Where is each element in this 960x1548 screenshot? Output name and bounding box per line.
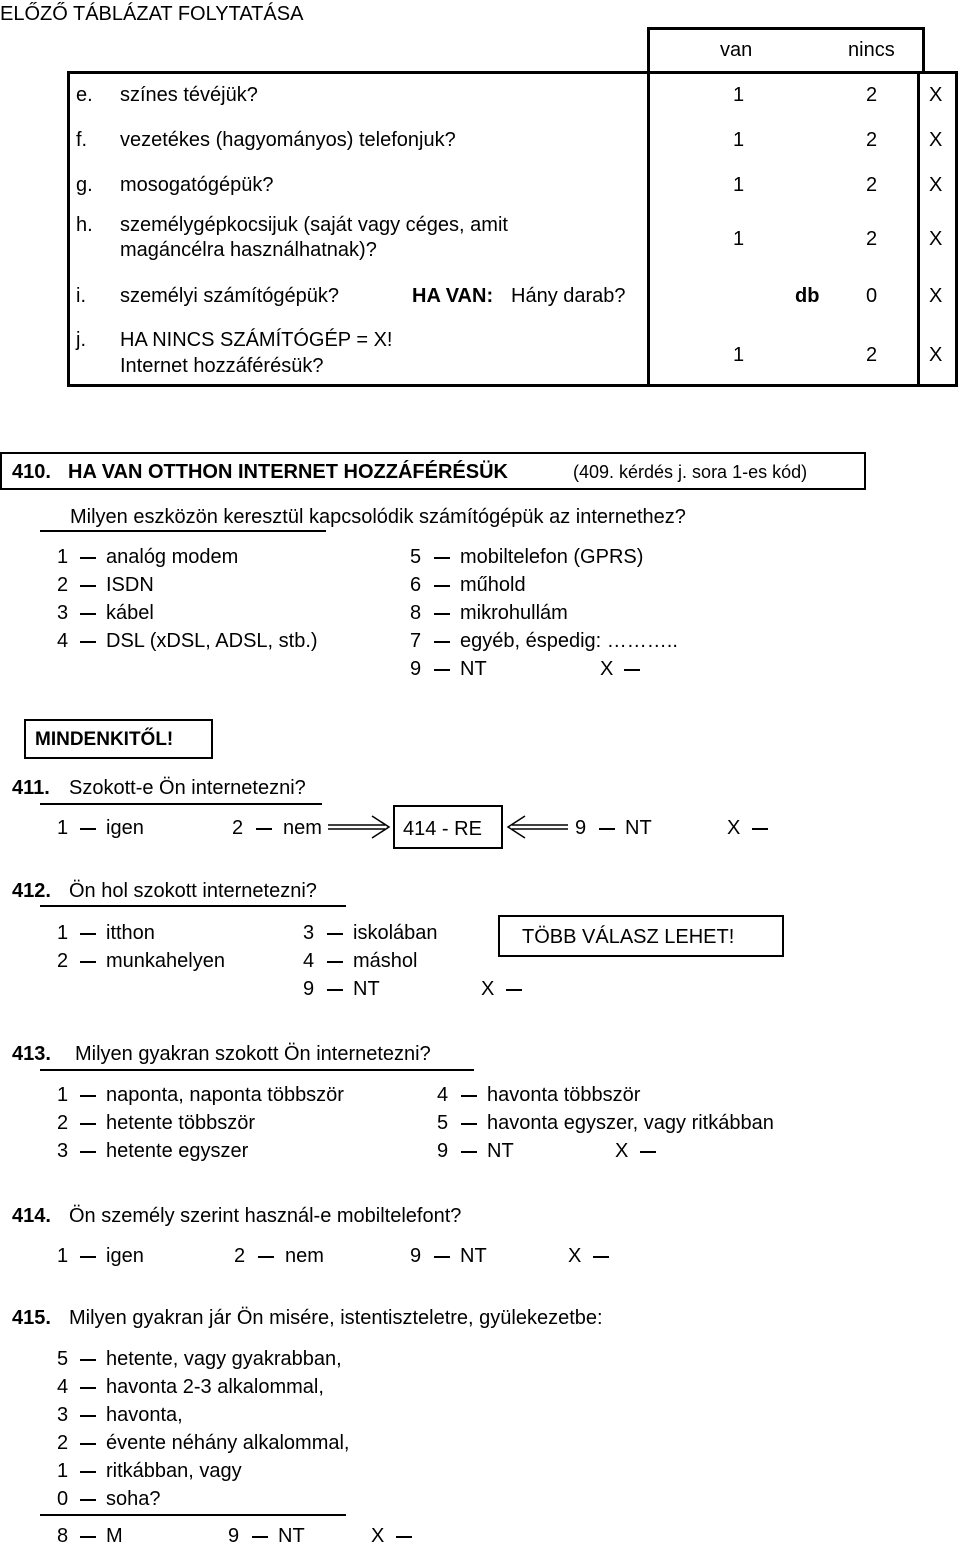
row-label: Internet hozzáférésük? xyxy=(120,355,324,377)
dash xyxy=(80,1151,96,1153)
option-label: havonta, xyxy=(106,1404,183,1426)
question-text: Ön hol szokott internetezni? xyxy=(69,880,317,902)
option-code[interactable]: 2 xyxy=(57,1112,69,1134)
dash xyxy=(461,1123,477,1125)
code-van[interactable]: 1 xyxy=(733,84,745,106)
dash xyxy=(327,961,343,963)
question-underline xyxy=(40,1069,474,1071)
option-code[interactable]: 5 xyxy=(57,1348,69,1370)
option-code[interactable]: 1 xyxy=(57,922,69,944)
code-x[interactable]: X xyxy=(600,658,614,680)
question-number: 414. xyxy=(12,1205,51,1227)
row-label-line2: magáncélra használhatnak)? xyxy=(120,239,377,261)
option-code[interactable]: 3 xyxy=(303,922,315,944)
option-label: soha? xyxy=(106,1488,161,1510)
question-text: Milyen eszközön keresztül kapcsolódik számítógépük az internethez? xyxy=(70,506,686,528)
row-letter: i. xyxy=(76,285,86,307)
code-nincs[interactable]: 0 xyxy=(866,285,878,307)
option-label: hetente egyszer xyxy=(106,1140,249,1162)
dash xyxy=(80,1415,96,1417)
code-x[interactable]: X xyxy=(568,1245,582,1267)
option-code[interactable]: 1 xyxy=(57,546,69,568)
option-label: NT xyxy=(625,817,652,839)
code-van[interactable]: 1 xyxy=(733,228,745,250)
option-code[interactable]: 6 xyxy=(410,574,422,596)
option-code[interactable]: 1 xyxy=(57,1084,69,1106)
dash xyxy=(80,1443,96,1445)
dash xyxy=(80,961,96,963)
question-number: 411. xyxy=(12,777,50,799)
question-text: Milyen gyakran jár Ön misére, istentiszteletre, gyülekezetbe: xyxy=(69,1307,603,1329)
dash xyxy=(80,1123,96,1125)
option-code[interactable]: 9 xyxy=(575,817,587,839)
code-nincs[interactable]: 2 xyxy=(866,228,878,250)
option-label: M xyxy=(106,1525,123,1547)
option-label: analóg modem xyxy=(106,546,239,568)
option-label: havonta 2-3 alkalommal, xyxy=(106,1376,324,1398)
option-code[interactable]: 2 xyxy=(232,817,244,839)
option-code[interactable]: 4 xyxy=(437,1084,449,1106)
option-label: munkahelyen xyxy=(106,950,225,972)
option-label: mobiltelefon (GPRS) xyxy=(460,546,644,568)
option-code[interactable]: 5 xyxy=(410,546,422,568)
code-x[interactable]: X xyxy=(481,978,495,1000)
dash xyxy=(461,1151,477,1153)
question-text: Milyen gyakran szokott Ön internetezni? xyxy=(75,1043,431,1065)
dash xyxy=(80,1095,96,1097)
code-van[interactable]: 1 xyxy=(733,129,745,151)
option-label: igen xyxy=(106,1245,144,1267)
question-number: 412. xyxy=(12,880,51,902)
mindenkitol-label: MINDENKITŐL! xyxy=(35,729,174,750)
option-label: nem xyxy=(285,1245,324,1267)
option-code[interactable]: 9 xyxy=(437,1140,449,1162)
code-nincs[interactable]: 2 xyxy=(866,344,878,366)
row-question: Hány darab? xyxy=(511,285,626,307)
dash xyxy=(327,989,343,991)
dash xyxy=(80,933,96,935)
dash xyxy=(80,1359,96,1361)
option-label: hetente, vagy gyakrabban, xyxy=(106,1348,342,1370)
option-code[interactable]: 3 xyxy=(57,602,69,624)
option-label: havonta többször xyxy=(487,1084,641,1106)
option-label: NT xyxy=(353,978,380,1000)
condition-text: HA VAN OTTHON INTERNET HOZZÁFÉRÉSÜK xyxy=(68,461,508,483)
question-text: Szokott-e Ön internetezni? xyxy=(69,777,306,799)
option-code[interactable]: 4 xyxy=(303,950,315,972)
option-code[interactable]: 3 xyxy=(57,1140,69,1162)
option-label: iskolában xyxy=(353,922,438,944)
option-label: kábel xyxy=(106,602,154,624)
option-label: máshol xyxy=(353,950,418,972)
col-header-nincs: nincs xyxy=(848,39,895,61)
option-label: mikrohullám xyxy=(460,602,568,624)
option-code[interactable]: 8 xyxy=(57,1525,69,1547)
dash xyxy=(80,1471,96,1473)
option-label: nem xyxy=(283,817,322,839)
row-condition: HA VAN: xyxy=(412,285,494,307)
option-label: ritkábban, vagy xyxy=(106,1460,242,1482)
continuation-title: ELŐZŐ TÁBLÁZAT FOLYTATÁSA xyxy=(0,3,304,25)
code-x[interactable]: X xyxy=(727,817,741,839)
dash xyxy=(258,1256,274,1258)
arrow-right-head xyxy=(372,816,389,838)
option-code[interactable]: 1 xyxy=(57,817,69,839)
code-nincs[interactable]: 2 xyxy=(866,174,878,196)
option-label: itthon xyxy=(106,922,155,944)
row-letter: f. xyxy=(76,129,88,151)
row-letter: j. xyxy=(76,329,86,351)
code-nincs[interactable]: 2 xyxy=(866,84,878,106)
option-code[interactable]: 7 xyxy=(410,630,422,652)
option-code[interactable]: 9 xyxy=(410,1245,422,1267)
option-label: évente néhány alkalommal, xyxy=(106,1432,350,1454)
code-x[interactable]: X xyxy=(615,1140,629,1162)
question-number: 415. xyxy=(12,1307,51,1329)
option-label: NT xyxy=(460,1245,487,1267)
option-code[interactable]: 2 xyxy=(57,950,69,972)
row-letter: h. xyxy=(76,214,93,236)
dash xyxy=(640,1151,656,1153)
skip-label: 414 - RE xyxy=(403,818,482,840)
option-label: egyéb, éspedig: ……….. xyxy=(460,630,678,652)
question-number: 413. xyxy=(12,1043,51,1065)
code-nincs[interactable]: 2 xyxy=(866,129,878,151)
option-code[interactable]: 2 xyxy=(57,1432,69,1454)
option-label: NT xyxy=(278,1525,305,1547)
code-x[interactable]: X xyxy=(371,1525,385,1547)
option-code[interactable]: 8 xyxy=(410,602,422,624)
option-code[interactable]: 5 xyxy=(437,1112,449,1134)
option-code[interactable]: 1 xyxy=(57,1245,69,1267)
code-van[interactable]: 1 xyxy=(733,174,745,196)
question-number: 410. xyxy=(12,461,51,483)
code-x[interactable]: X xyxy=(929,285,943,307)
option-code[interactable]: 2 xyxy=(234,1245,246,1267)
option-code[interactable]: 3 xyxy=(57,1404,69,1426)
option-label: hetente többször xyxy=(106,1112,255,1134)
dash xyxy=(80,1387,96,1389)
option-label: DSL (xDSL, ADSL, stb.) xyxy=(106,630,318,652)
code-van[interactable]: 1 xyxy=(733,344,745,366)
option-code[interactable]: 9 xyxy=(410,658,422,680)
option-label: NT xyxy=(487,1140,514,1162)
row-letter: e. xyxy=(76,84,93,106)
option-label: naponta, naponta többször xyxy=(106,1084,344,1106)
code-x[interactable]: X xyxy=(929,84,943,106)
dash xyxy=(434,1256,450,1258)
option-code[interactable]: 9 xyxy=(303,978,315,1000)
arrow-left-head xyxy=(508,816,525,838)
code-x[interactable]: X xyxy=(929,344,943,366)
dash xyxy=(80,1536,96,1538)
code-x[interactable]: X xyxy=(929,228,943,250)
row-label: vezetékes (hagyományos) telefonjuk? xyxy=(120,129,456,151)
dash xyxy=(461,1095,477,1097)
row-label: mosogatógépük? xyxy=(120,174,274,196)
row-label: színes tévéjük? xyxy=(120,84,258,106)
option-code[interactable]: 4 xyxy=(57,1376,69,1398)
code-x[interactable]: X xyxy=(929,129,943,151)
question-text: Ön személy szerint használ-e mobiltelefont? xyxy=(69,1205,462,1227)
dash xyxy=(593,1256,609,1258)
dash xyxy=(252,1536,268,1538)
code-x[interactable]: X xyxy=(929,174,943,196)
row-label: személyi számítógépük? xyxy=(120,285,339,307)
row-letter: g. xyxy=(76,174,93,196)
question-underline xyxy=(40,905,346,907)
option-code[interactable]: 1 xyxy=(57,1460,69,1482)
option-label: igen xyxy=(106,817,144,839)
option-label: műhold xyxy=(460,574,526,596)
multi-answer-note: TÖBB VÁLASZ LEHET! xyxy=(522,926,735,948)
options-underline xyxy=(40,1514,346,1516)
option-code[interactable]: 2 xyxy=(57,574,69,596)
option-code[interactable]: 0 xyxy=(57,1488,69,1510)
dash xyxy=(327,933,343,935)
option-code[interactable]: 4 xyxy=(57,630,69,652)
option-label: havonta egyszer, vagy ritkábban xyxy=(487,1112,774,1134)
dash xyxy=(80,1499,96,1501)
dash xyxy=(80,1256,96,1258)
dash xyxy=(506,989,522,991)
row-condition: HA NINCS SZÁMÍTÓGÉP = X! xyxy=(120,329,393,351)
col-header-van: van xyxy=(720,39,753,61)
row-label: személygépkocsijuk (saját vagy céges, amit xyxy=(120,214,508,236)
dash xyxy=(396,1536,412,1538)
option-label: ISDN xyxy=(106,574,154,596)
option-label: NT xyxy=(460,658,487,680)
unit-db: db xyxy=(795,285,820,307)
condition-ref: (409. kérdés j. sora 1-es kód) xyxy=(573,462,808,482)
option-code[interactable]: 9 xyxy=(228,1525,240,1547)
